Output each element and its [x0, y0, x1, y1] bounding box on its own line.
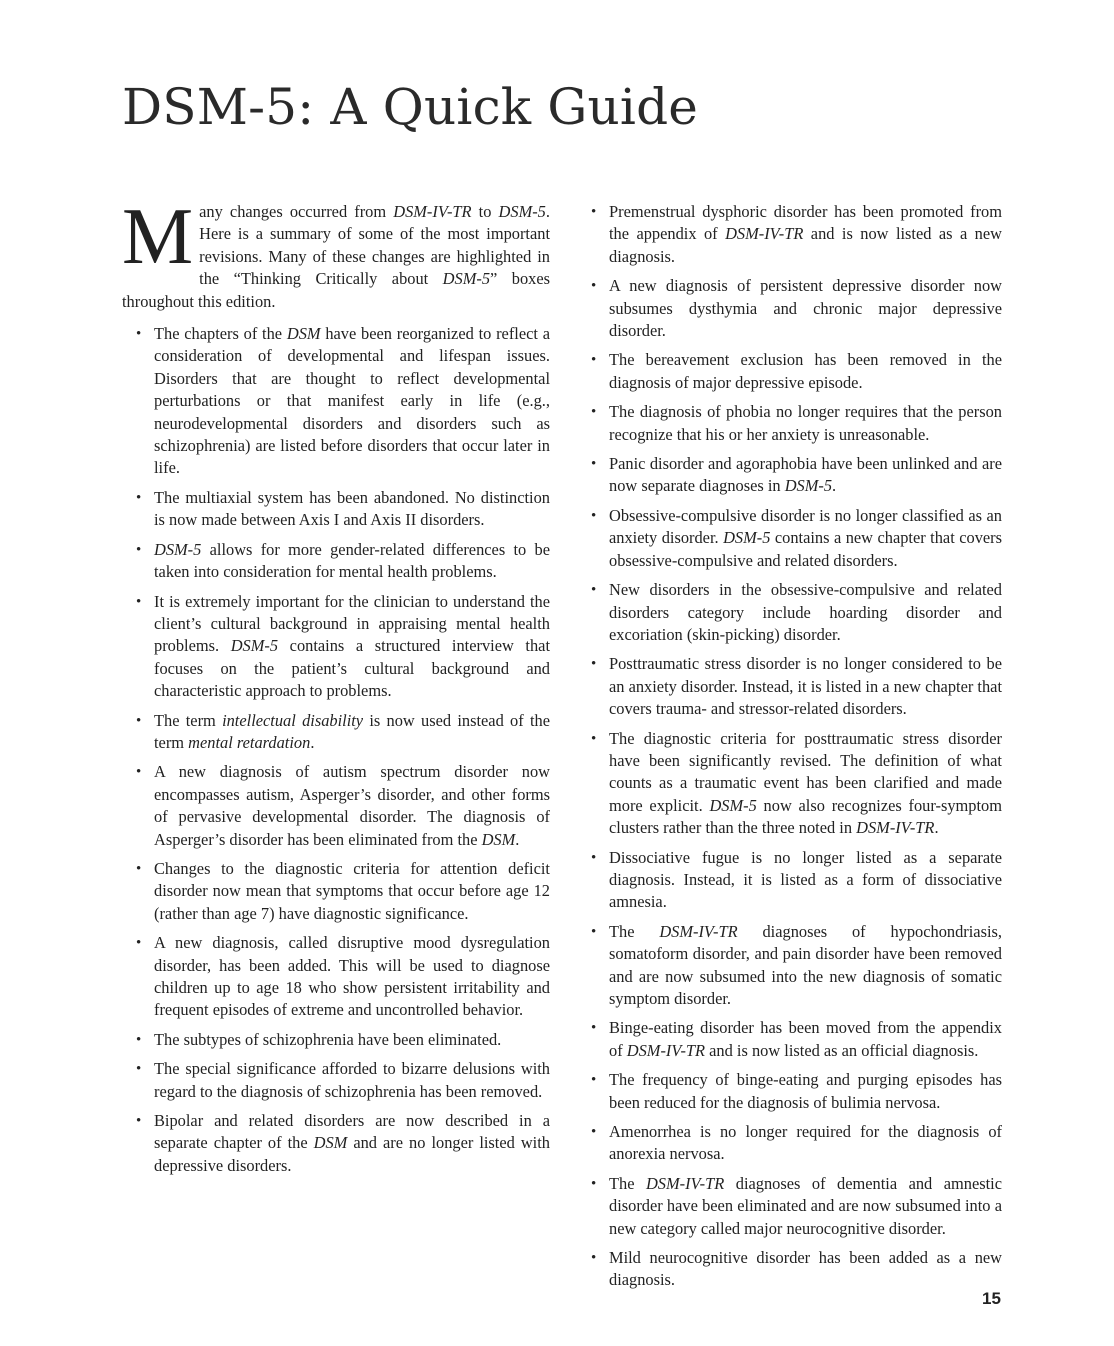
bullet-item: • A new diagnosis of persistent depressive disorder now subsumes dysthymia and chronic major depressive disorder. [591, 275, 1002, 342]
intro-paragraph [122, 193, 550, 313]
bullet-item: • The subtypes of schizophrenia have been eliminated. [136, 1029, 550, 1051]
bullet-item: • The DSM-IV-TR diagnoses of dementia and amnestic disorder have been eliminated and are now subsumed into a new category called major neurocognitive disorder. [591, 1173, 1002, 1240]
bullet-item: • The diagnosis of phobia no longer requires that the person recognize that his or her anxiety is unreasonable. [591, 401, 1002, 446]
bullet-item: • A new diagnosis, called disruptive mood dysregulation disorder, has been added. This will be used to diagnose children up to age 18 who show persistent irritability and frequent episodes of extreme and uncontrolled behavior. [136, 932, 550, 1022]
bullet-item: • Posttraumatic stress disorder is no longer considered to be an anxiety disorder. Instead, it is listed in a new chapter that covers trauma- and stressor-related disorders. [591, 653, 1002, 720]
right-bullet-list [591, 201, 1002, 1292]
bullet-item: • Changes to the diagnostic criteria for attention deficit disorder now mean that symptoms that occur before age 12 (rather than age 7) have diagnostic significance. [136, 858, 550, 925]
left-column [122, 193, 551, 1184]
bullet-item: • Binge-eating disorder has been moved from the appendix of DSM-IV-TR and is now listed as an official diagnosis. [591, 1017, 1002, 1062]
bullet-item: • Amenorrhea is no longer required for the diagnosis of anorexia nervosa. [591, 1121, 1002, 1166]
bullet-item: • DSM-5 allows for more gender-related differences to be taken into consideration for mental health problems. [136, 539, 550, 584]
bullet-item: • New disorders in the obsessive-compulsive and related disorders category include hoarding disorder and excoriation (skin-picking) disorder. [591, 579, 1002, 646]
bullet-item: • The special significance afforded to bizarre delusions with regard to the diagnosis of schizophrenia has been removed. [136, 1058, 550, 1103]
bullet-item: • Mild neurocognitive disorder has been added as a new diagnosis. [591, 1247, 1002, 1292]
bullet-item: • Premenstrual dysphoric disorder has been promoted from the appendix of DSM-IV-TR and is now listed as a new diagnosis. [591, 201, 1002, 268]
left-bullet-list [122, 323, 550, 1177]
bullet-item: • The chapters of the DSM have been reorganized to reflect a consideration of developmental and lifespan issues. Disorders that are thought to reflect developmental perturbations or that manifest early in life (e.g., neurodevelopmental disorders and disorders such as schizophrenia) are listed before disorders that occur later in life. [136, 323, 550, 480]
bullet-item: • Obsessive-compulsive disorder is no longer classified as an anxiety disorder. DSM-5 contains a new chapter that covers obsessive-compulsive and related disorders. [591, 505, 1002, 572]
intro-text: any changes occurred from DSM-IV-TR to DSM-5. Here is a summary of some of the most important revisions. Many of these changes are highlighted in the “Thinking Critically about DSM-5” boxes throughout this edition. [122, 202, 550, 311]
right-column [591, 201, 1002, 1299]
bullet-item: • Dissociative fugue is no longer listed as a separate diagnosis. Instead, it is listed as a form of dissociative amnesia. [591, 847, 1002, 914]
bullet-item: • The DSM-IV-TR diagnoses of hypochondriasis, somatoform disorder, and pain disorder have been removed and are now subsumed into the new diagnosis of somatic symptom disorder. [591, 921, 1002, 1011]
bullet-item: • The multiaxial system has been abandoned. No distinction is now made between Axis I and Axis II disorders. [136, 487, 550, 532]
page-title: DSM-5: A Quick Guide [122, 78, 699, 136]
bullet-item: • Bipolar and related disorders are now described in a separate chapter of the DSM and are no longer listed with depressive disorders. [136, 1110, 550, 1177]
bullet-item: • Panic disorder and agoraphobia have been unlinked and are now separate diagnoses in DSM-5. [591, 453, 1002, 498]
bullet-item: • The term intellectual disability is now used instead of the term mental retardation. [136, 710, 550, 755]
bullet-item: • It is extremely important for the clinician to understand the client’s cultural background in appraising mental health problems. DSM-5 contains a structured interview that focuses on the patient’s cultural background and characteristic approach to problems. [136, 591, 550, 703]
bullet-item: • The diagnostic criteria for posttraumatic stress disorder have been significantly revised. The definition of what counts as a traumatic event has been clarified and made more explicit. DSM-5 now also recognizes four-symptom clusters rather than the three noted in DSM-IV-TR. [591, 728, 1002, 840]
page-number: 15 [982, 1289, 1001, 1308]
bullet-item: • The bereavement exclusion has been removed in the diagnosis of major depressive episode. [591, 349, 1002, 394]
drop-cap: M [122, 193, 194, 281]
bullet-item: • A new diagnosis of autism spectrum disorder now encompasses autism, Asperger’s disorder, and other forms of pervasive developmental disorder. The diagnosis of Asperger’s disorder has been eliminated from the DSM. [136, 761, 550, 851]
bullet-item: • The frequency of binge-eating and purging episodes has been reduced for the diagnosis of bulimia nervosa. [591, 1069, 1002, 1114]
